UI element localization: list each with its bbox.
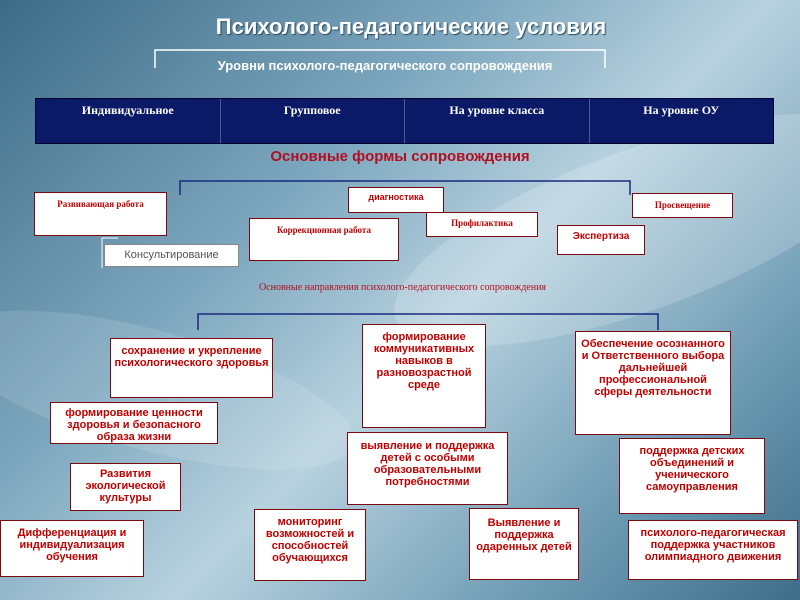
level-group: Групповое (221, 99, 406, 143)
direction-special-needs: выявление и поддержка детей с особыми образовательными потребностями (347, 432, 508, 505)
direction-communication: формирование коммуникативных навыков в разновозрастной среде (362, 324, 486, 428)
direction-olympiad: психолого-педагогическая поддержка участников олимпиадного движения (628, 520, 798, 580)
level-individual: Индивидуальное (36, 99, 221, 143)
form-education: Просвещение (632, 193, 733, 218)
page-title: Психолого-педагогические условия (215, 14, 607, 39)
direction-differentiation: Дифференциация и индивидуализация обучения (0, 520, 144, 577)
direction-health: сохранение и укрепление психологического здоровья (110, 338, 273, 398)
form-correction: Коррекционная работа (249, 218, 399, 261)
form-prevention: Профилактика (426, 212, 538, 237)
direction-monitoring: мониторинг возможностей и способностей обучающихся (254, 509, 366, 581)
form-expertise: Экспертиза (557, 225, 645, 255)
direction-values: формирование ценности здоровья и безопасного образа жизни (50, 402, 218, 444)
form-consulting: Консультирование (104, 244, 239, 267)
direction-career: Обеспечение осознанного и Ответственного выбора дальнейшей профессиональной сферы деятельности (575, 331, 731, 435)
levels-bar (35, 98, 774, 144)
forms-title: Основные формы сопровождения (270, 148, 530, 165)
direction-ecology: Развития экологической культуры (70, 463, 181, 511)
level-class: На уровне класса (405, 99, 590, 143)
directions-title: Основные направления психолого-педагогического сопровождения (258, 282, 547, 293)
direction-associations: поддержка детских объединений и ученического самоуправления (619, 438, 765, 514)
form-develop-work: Развивающая работа (34, 192, 167, 236)
form-diagnostics: диагностика (348, 187, 444, 213)
direction-gifted: Выявление и поддержка одаренных детей (469, 508, 579, 580)
level-school: На уровне ОУ (643, 103, 720, 117)
levels-title: Уровни психолого-педагогического сопровождения (217, 58, 553, 73)
